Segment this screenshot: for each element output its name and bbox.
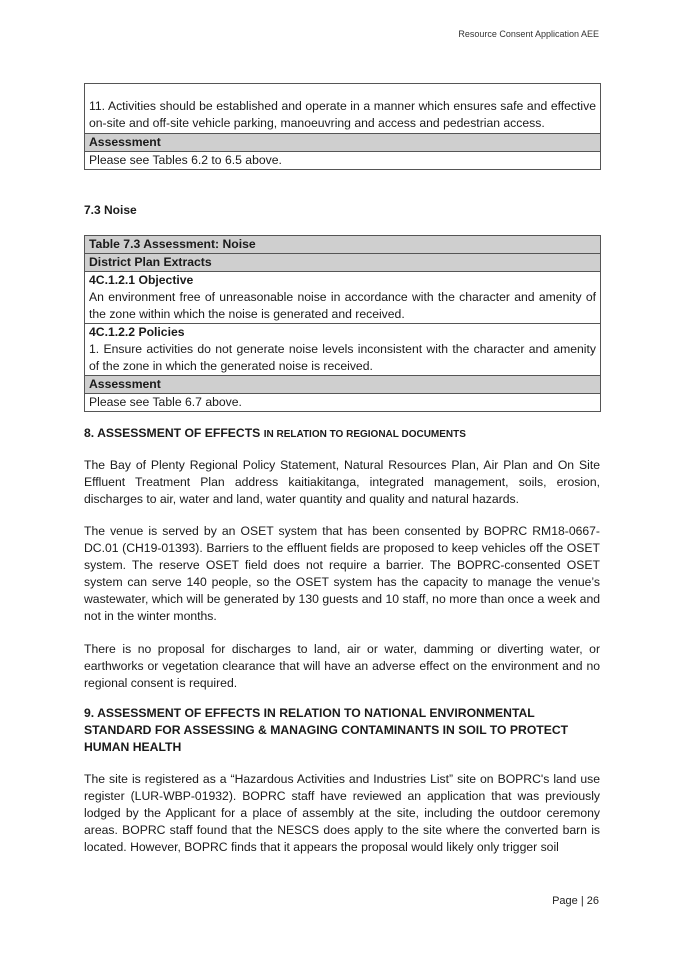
- noise-assessment-table: [84, 235, 601, 412]
- activities-table: [84, 83, 601, 170]
- section-heading-noise: 7.3 Noise: [84, 203, 137, 217]
- paragraph: The Bay of Plenty Regional Policy Statement, Natural Resources Plan, Air Plan and On Site Effluent Treatment Plan address kaitiakitanga, integrated management, soils, erosion, discharges to air, water and land, water quantity and quality and natural hazards.: [84, 458, 600, 506]
- activity-criterion-text: 11. Activities should be established and operate in a manner which ensures safe and effective on-site and off-site vehicle parking, manoeuvring and access and pedestrian access.: [89, 99, 596, 130]
- objective-text: An environment free of unreasonable noise in accordance with the character and amenity of the zone within which the noise is generated and received.: [89, 290, 596, 321]
- objective-block: [85, 271, 600, 323]
- district-plan-extracts-label: District Plan Extracts: [85, 253, 600, 271]
- paragraph: The venue is served by an OSET system that has been consented by BOPRC RM18-0667-DC.01 (CH19-01393). Barriers to the effluent fields are proposed to keep vehicles off the OSET system. The reserve OSET field does not require a barrier. The BOPRC-consented OSET system can serve 140 people, so the OSET system has the capacity to manage the venue’s wastewater, which will be generated by 130 guests and 10 staff, no more than once a week and not in the winter months.: [84, 524, 600, 623]
- page-header: Resource Consent Application AEE: [458, 29, 599, 39]
- section-heading-nescs: 9. ASSESSMENT OF EFFECTS IN RELATION TO NATIONAL ENVIRONMENTAL STANDARD FOR ASSESSING & MANAGING CONTAMINANTS IN SOIL TO PROTECT HUMAN HEALTH: [84, 706, 569, 754]
- assessment-label: Assessment: [85, 375, 600, 393]
- policies-label: 4C.1.2.2 Policies: [89, 325, 185, 339]
- paragraph: The site is registered as a “Hazardous Activities and Industries List” site on BOPRC's land use register (LUR-WBP-01932). BOPRC staff have reviewed an application that was previously lodged by the Applicant for a place of assembly at the site, including the outdoor ceremony areas. BOPRC staff found that the NESCS does apply to the site where the converted barn is located. However, BOPRC finds that it appears the proposal would likely only trigger soil: [84, 772, 600, 854]
- page-number: Page | 26: [552, 895, 599, 907]
- assessment-label: Assessment: [85, 133, 600, 151]
- paragraph: There is no proposal for discharges to land, air or water, damming or diverting water, or earthworks or vegetation clearance that will have an adverse effect on the environment and no regional consent is required.: [84, 642, 600, 690]
- assessment-text: Please see Tables 6.2 to 6.5 above.: [85, 151, 600, 169]
- policies-block: [85, 323, 600, 375]
- section-heading-regional: [84, 425, 600, 443]
- table-title: Table 7.3 Assessment: Noise: [85, 236, 600, 253]
- objective-label: 4C.1.2.1 Objective: [89, 273, 194, 287]
- section8-heading-main: 8. ASSESSMENT OF EFFECTS: [84, 426, 261, 440]
- section8-heading-sub: IN RELATION TO REGIONAL DOCUMENTS: [263, 429, 466, 440]
- policies-text: 1. Ensure activities do not generate noise levels inconsistent with the character and amenity of the zone in which the generated noise is received.: [89, 342, 596, 373]
- assessment-text: Please see Table 6.7 above.: [85, 393, 600, 411]
